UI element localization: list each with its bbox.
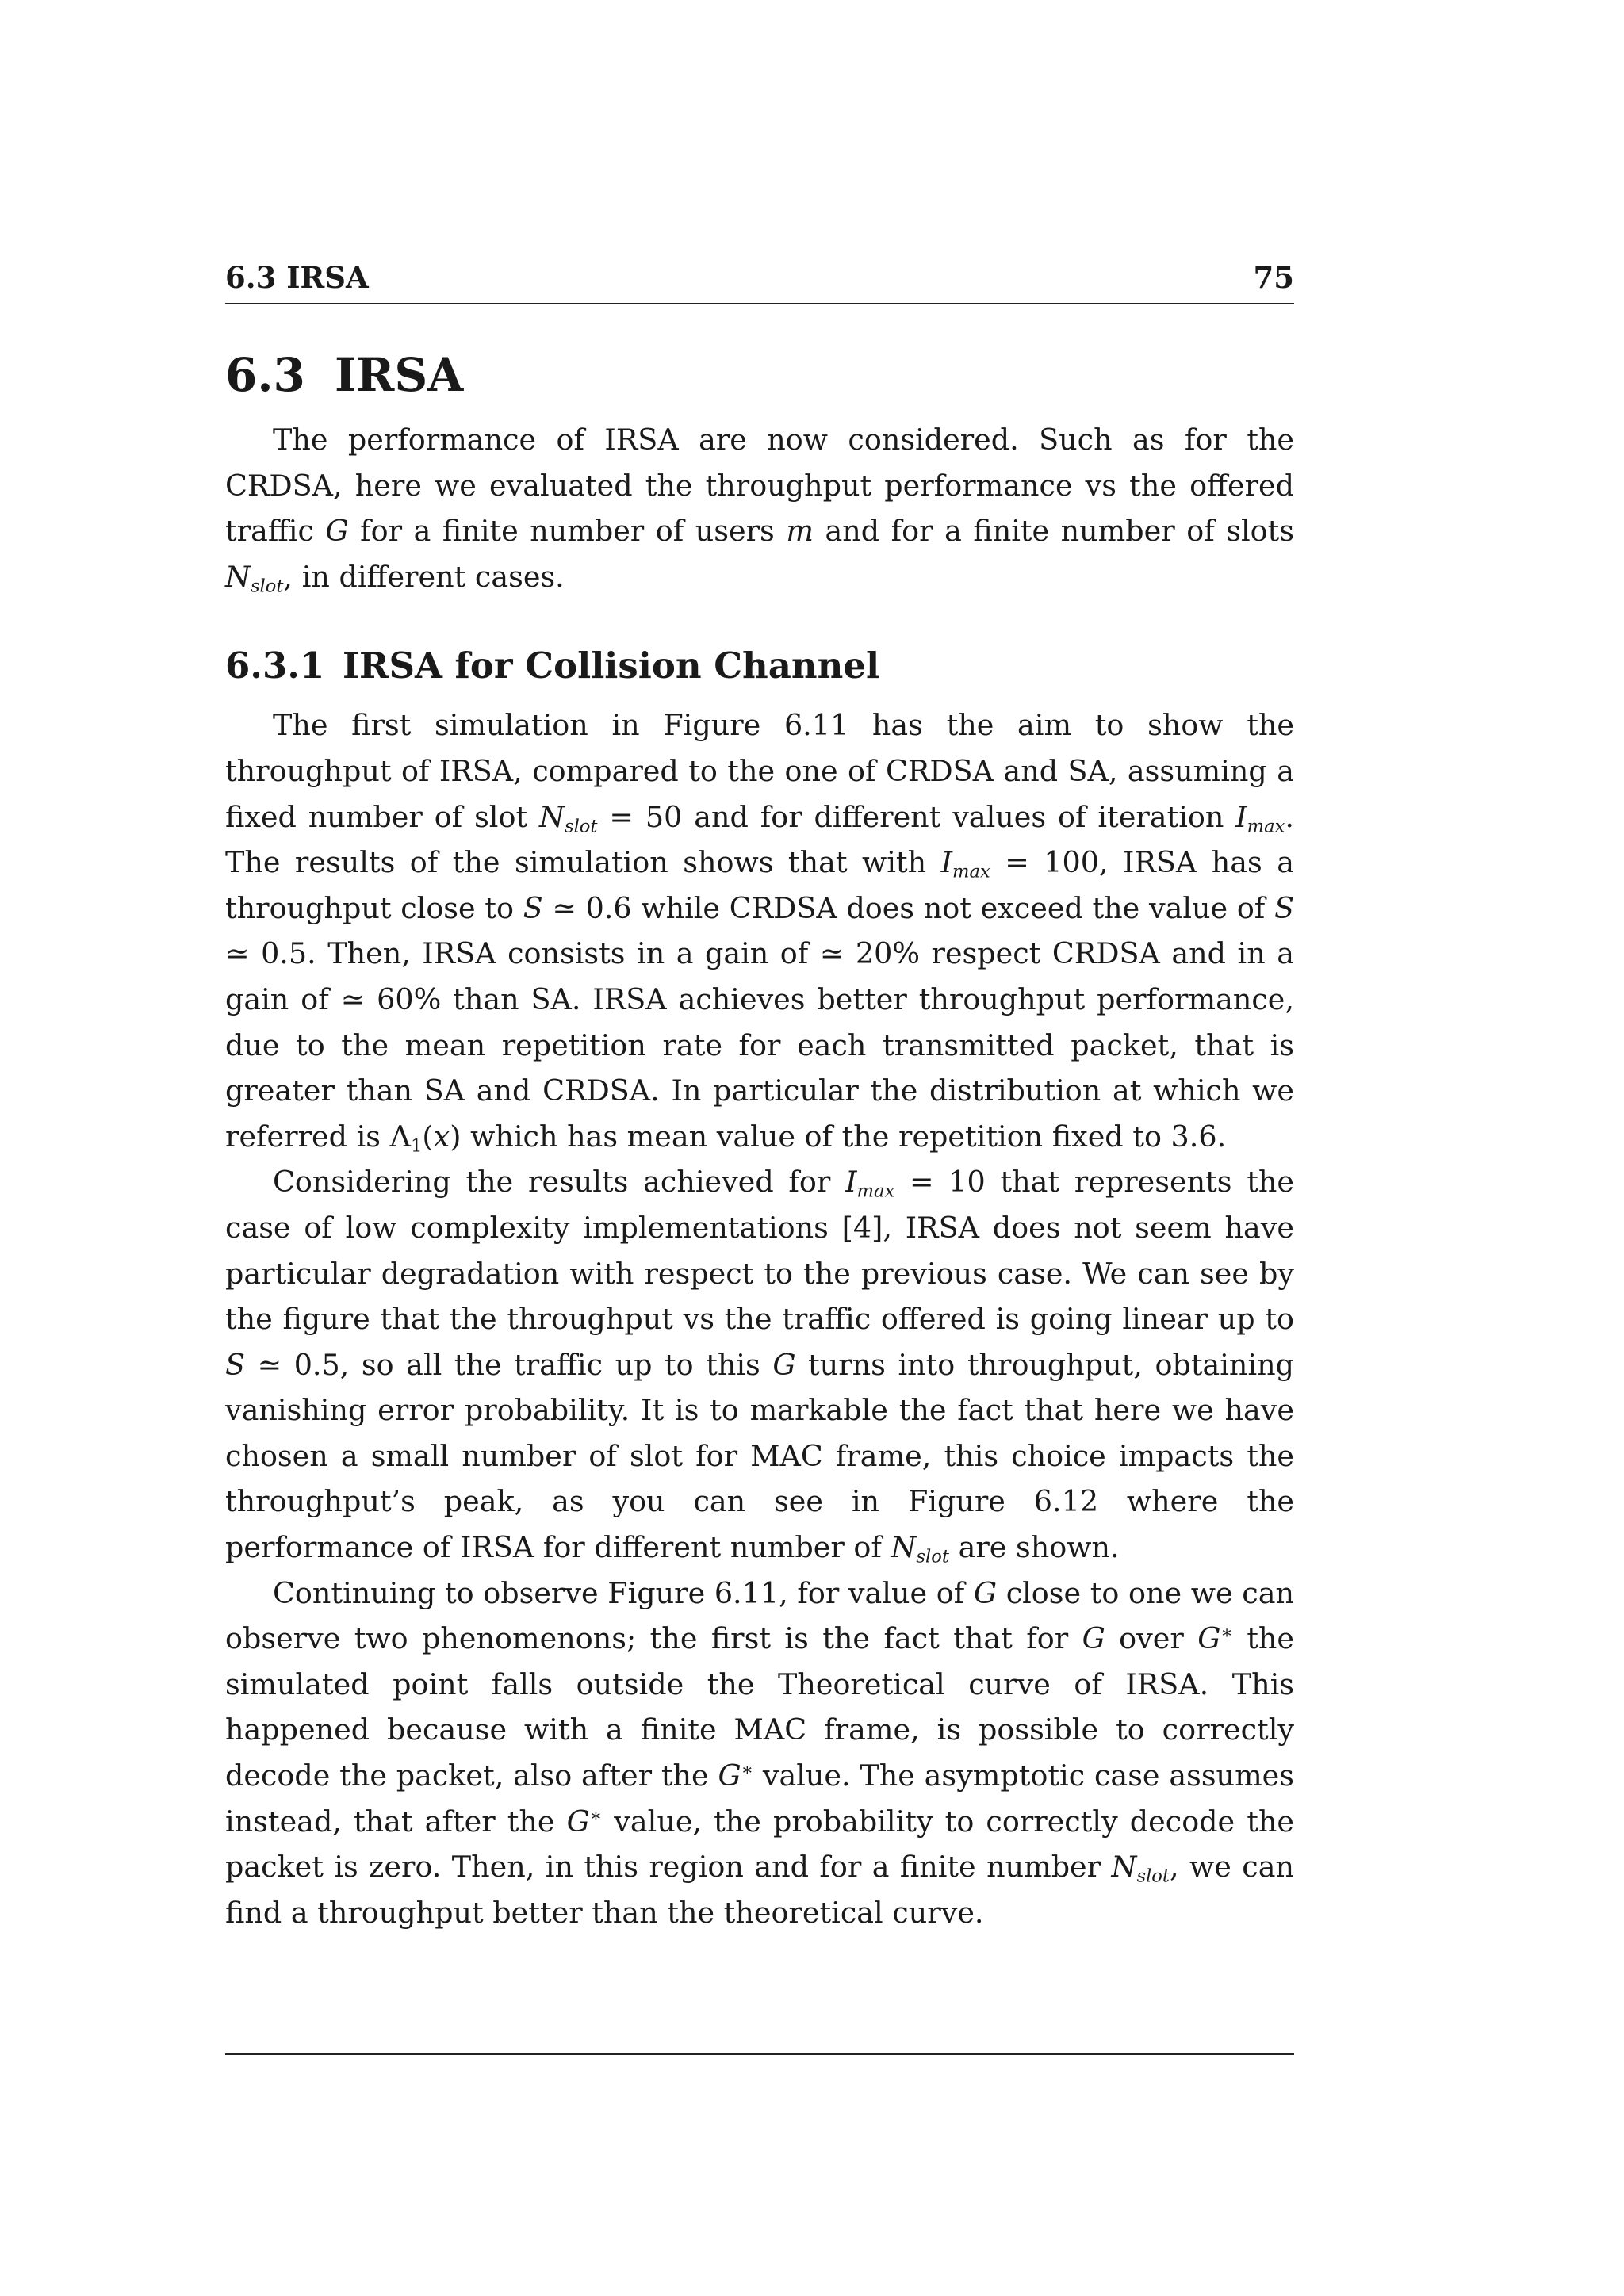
running-head: [225, 260, 1294, 304]
body-paragraph-1: The first simulation in Figure 6.11 has the aim to show the throughput of IRSA, compared to the one of CRDSA and SA, assuming a fixed number of slot $N_{slot} = 50$ and for different values of iteration $I_{max}$. The results of the simulation shows that with $I_{max} = 100$, IRSA has a throughput close to S ≃ 0.6 while CRDSA does not exceed the value of S ≃ 0.5. Then, IRSA consists in a gain of ≃ 20% respect CRDSA and in a gain of ≃ 60% than SA. IRSA achieves better throughput performance, due to the mean repetition rate for each transmitted packet, that is greater than SA and CRDSA. In particular the distribution at which we referred is $\Lambda_1(x)$ which has mean value of the repetition fixed to 3.6.: [225, 708, 1295, 1157]
intro-paragraph: The performance of IRSA are now considered. Such as for the CRDSA, here we evaluated the throughput performance vs the offered traffic G for a finite number of users m and for a finite number of slots $N_{slot}$, in different cases.: [225, 423, 1295, 597]
page: [225, 260, 1294, 1935]
subsection-number: 6.3.1: [225, 645, 325, 687]
body-paragraph-2: Considering the results achieved for $I_{max} = 10$ that represents the case of low complexity implementations [4], IRSA does not seem have particular degradation with respect to the previous case. We can see by the figure that the throughput vs the traffic offered is going linear up to S ≃ 0.5, so all the traffic up to this G turns into throughput, obtaining vanishing error probability. It is to markable the fact that here we have chosen a small number of slot for MAC frame, this choice impacts the throughput’s peak, as you can see in Figure 6.12 where the performance of IRSA for different number of $N_{slot}$ are shown.: [225, 1165, 1294, 1567]
section-title: IRSA: [335, 348, 464, 402]
section-number: 6.3: [225, 348, 305, 402]
subsection-heading: [225, 642, 1294, 690]
subsection-title: IRSA for Collision Channel: [343, 645, 880, 687]
running-head-section: 6.3 IRSA: [225, 260, 369, 295]
body-paragraph-3: Continuing to observe Figure 6.11, for value of G close to one we can observe two phenomenons; the first is the fact that for G over G∗ the simulated point falls outside the Theoretical curve of IRSA. This happened because with a finite MAC frame, is possible to correctly decode the packet, also after the G∗ value. The asymptotic case assumes instead, that after the G∗ value, the probability to correctly decode the packet is zero. Then, in this region and for a finite number $N_{slot}$, we can find a throughput better than the theoretical curve.: [225, 1575, 1295, 1930]
footer-rule: [225, 2053, 1294, 2055]
section-heading: [225, 347, 1294, 403]
page-number: 75: [1253, 260, 1294, 295]
